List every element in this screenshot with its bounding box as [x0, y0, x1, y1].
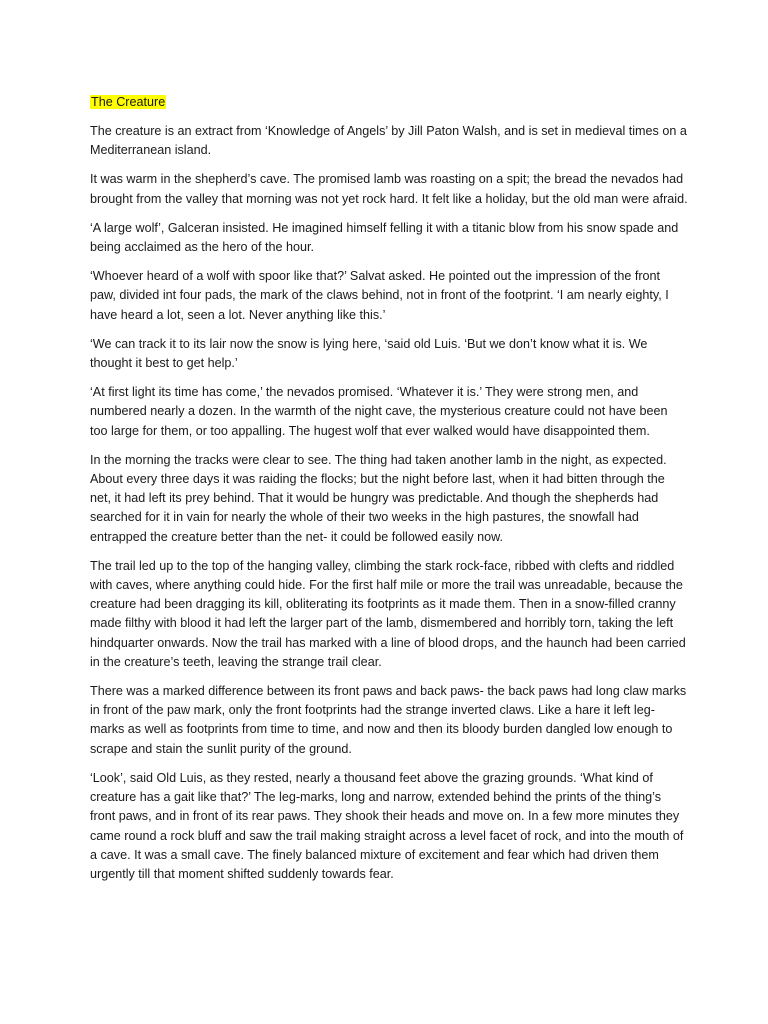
paragraph: The trail led up to the top of the hanging valley, climbing the stark rock-face, ribbed with clefts and riddled with caves, where anything could hide. For the first half mile or more the trail was unreadable, because the creature had been dragging its kill, obliterating its footprints as it made them. Then in a snow-filled cranny made filthy with blood it had left the larger part of the lamb, dismembered and horribly torn, taking the left hindquarter onwards. Now the trail has marked with a line of blood drops, and the haunch had been carried in the creature’s teeth, leaving the strange trail clear.: [90, 558, 686, 669]
paragraph: In the morning the tracks were clear to see. The thing had taken another lamb in the night, as expected. About every three days it was raiding the flocks; but the night before last, when it had bitten through the net, it had left its prey behind. That it would be hungry was predictable. And though the shepherds had searched for it in vain for nearly the whole of their two weeks in the high pastures, the snowfall had entrapped the creature better than the net- it could be followed easily now.: [90, 452, 667, 544]
paragraph-intro: The creature is an extract from ‘Knowledge of Angels’ by Jill Paton Walsh, and is set in medieval times on a Mediterranean island.: [90, 124, 687, 158]
paragraph: ‘We can track it to its lair now the snow is lying here, ‘said old Luis. ‘But we don’t know what it is. We thought it best to get help.’: [90, 336, 648, 371]
paragraph: ‘At first light its time has come,’ the nevados promised. ‘Whatever it is.’ They were strong men, and numbered nearly a dozen. In the warmth of the night cave, the mysterious creature could not have been too large for them, or too appalling. The hugest wolf that ever walked would have disappointed them.: [90, 385, 668, 438]
document-page: [90, 93, 688, 894]
paragraph: ‘A large wolf’, Galceran insisted. He imagined himself felling it with a titanic blow from his snow spade and being acclaimed as the hero of the hour.: [90, 220, 679, 255]
paragraph: There was a marked difference between its front paws and back paws- the back paws had long claw marks in front of the paw mark, only the front footprints had the strange inverted claws. Like a hare it left leg-marks as well as footprints from time to time, and now and then its bloody burden dangled low enough to scrape and stain the sunlit purity of the ground.: [90, 684, 687, 756]
paragraph: ‘Look’, said Old Luis, as they rested, nearly a thousand feet above the grazing grounds. ‘What kind of creature has a gait like that?’ The leg-marks, long and narrow, extended behind the prints of the thing’s front paws, and in front of its rear paws. They shook their heads and move on. In a few more minutes they came round a rock bluff and saw the trail making straight across a level facet of rock, and into the mouth of a cave. It was a small cave. The finely balanced mixture of excitement and fear which had driven them urgently till that moment shifted suddenly towards fear.: [90, 770, 684, 881]
paragraph: It was warm in the shepherd’s cave. The promised lamb was roasting on a spit; the bread the nevados had brought from the valley that morning was not yet rock hard. It felt like a holiday, but the old man were afraid.: [90, 172, 688, 206]
paragraph: ‘Whoever heard of a wolf with spoor like that?’ Salvat asked. He pointed out the impression of the front paw, divided int four pads, the mark of the claws behind, not in front of the footprint. ‘I am nearly eighty, I have heard a lot, seen a lot. Never anything like this.’: [90, 269, 669, 322]
title-line: [90, 93, 688, 112]
document-title: The Creature: [91, 95, 166, 109]
